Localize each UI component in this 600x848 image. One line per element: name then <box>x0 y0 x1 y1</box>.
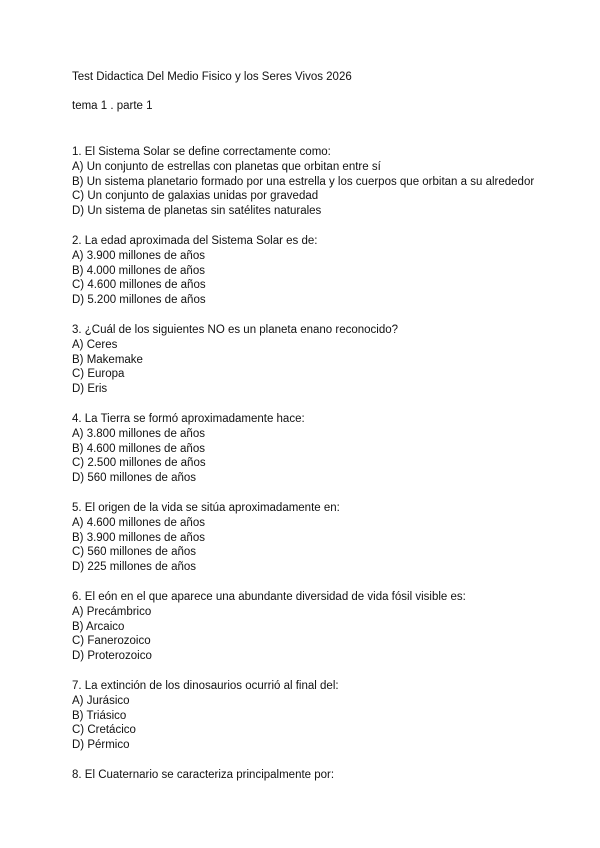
question-option: C) 4.600 millones de años <box>72 279 206 292</box>
question-option: B) Arcaico <box>72 620 125 633</box>
question-3 <box>72 323 552 397</box>
question-option: D) Eris <box>72 383 108 396</box>
question-option: B) 3.900 millones de años <box>72 531 205 544</box>
question-text: 7. La extinción de los dinosaurios ocurrió al final del: <box>72 679 339 692</box>
question-text: 6. El eón en el que aparece una abundante diversidad de vida fósil visible es: <box>72 590 466 603</box>
document-subtitle: tema 1 . parte 1 <box>72 100 153 112</box>
question-option: A) 3.800 millones de años <box>72 427 205 440</box>
question-option: B) Triásico <box>72 709 127 722</box>
question-6 <box>72 590 552 664</box>
question-5 <box>72 501 552 575</box>
question-text: 4. La Tierra se formó aproximadamente hace: <box>72 412 305 425</box>
question-text: 2. La edad aproximada del Sistema Solar es de: <box>72 234 318 247</box>
question-option: C) Fanerozoico <box>72 635 151 648</box>
question-option: A) 4.600 millones de años <box>72 516 205 529</box>
document-title: Test Didactica Del Medio Fisico y los Seres Vivos 2026 <box>72 71 352 83</box>
question-option: C) 560 millones de años <box>72 546 197 559</box>
question-option: B) Makemake <box>72 353 143 366</box>
question-list <box>72 145 552 798</box>
question-2 <box>72 234 552 308</box>
question-text: 5. El origen de la vida se sitúa aproximadamente en: <box>72 501 340 514</box>
question-option: D) 560 millones de años <box>72 472 197 485</box>
question-option: B) Un sistema planetario formado por una estrella y los cuerpos que orbitan a su alrededor <box>72 175 535 188</box>
question-4 <box>72 412 552 486</box>
question-option: D) 225 millones de años <box>72 561 197 574</box>
question-8 <box>72 768 552 783</box>
question-option: D) 5.200 millones de años <box>72 294 206 307</box>
question-option: B) 4.000 millones de años <box>72 264 205 277</box>
question-1 <box>72 145 552 219</box>
question-text: 3. ¿Cuál de los siguientes NO es un planeta enano reconocido? <box>72 323 399 336</box>
question-option: D) Proterozoico <box>72 650 152 663</box>
question-option: C) Europa <box>72 368 125 381</box>
question-7 <box>72 679 552 753</box>
question-option: D) Un sistema de planetas sin satélites naturales <box>72 205 322 218</box>
question-text: 8. El Cuaternario se caracteriza principalmente por: <box>72 768 335 781</box>
question-option: A) Ceres <box>72 338 118 351</box>
question-option: A) Precámbrico <box>72 605 152 618</box>
question-option: A) 3.900 millones de años <box>72 249 205 262</box>
question-option: A) Jurásico <box>72 694 130 707</box>
question-option: D) Pérmico <box>72 739 130 752</box>
question-option: C) Cretácico <box>72 724 136 737</box>
question-text: 1. El Sistema Solar se define correctamente como: <box>72 146 331 158</box>
question-option: C) 2.500 millones de años <box>72 457 206 470</box>
question-option: A) Un conjunto de estrellas con planetas que orbitan entre sí <box>72 160 381 173</box>
question-option: C) Un conjunto de galaxias unidas por gravedad <box>72 190 319 203</box>
question-option: B) 4.600 millones de años <box>72 442 205 455</box>
